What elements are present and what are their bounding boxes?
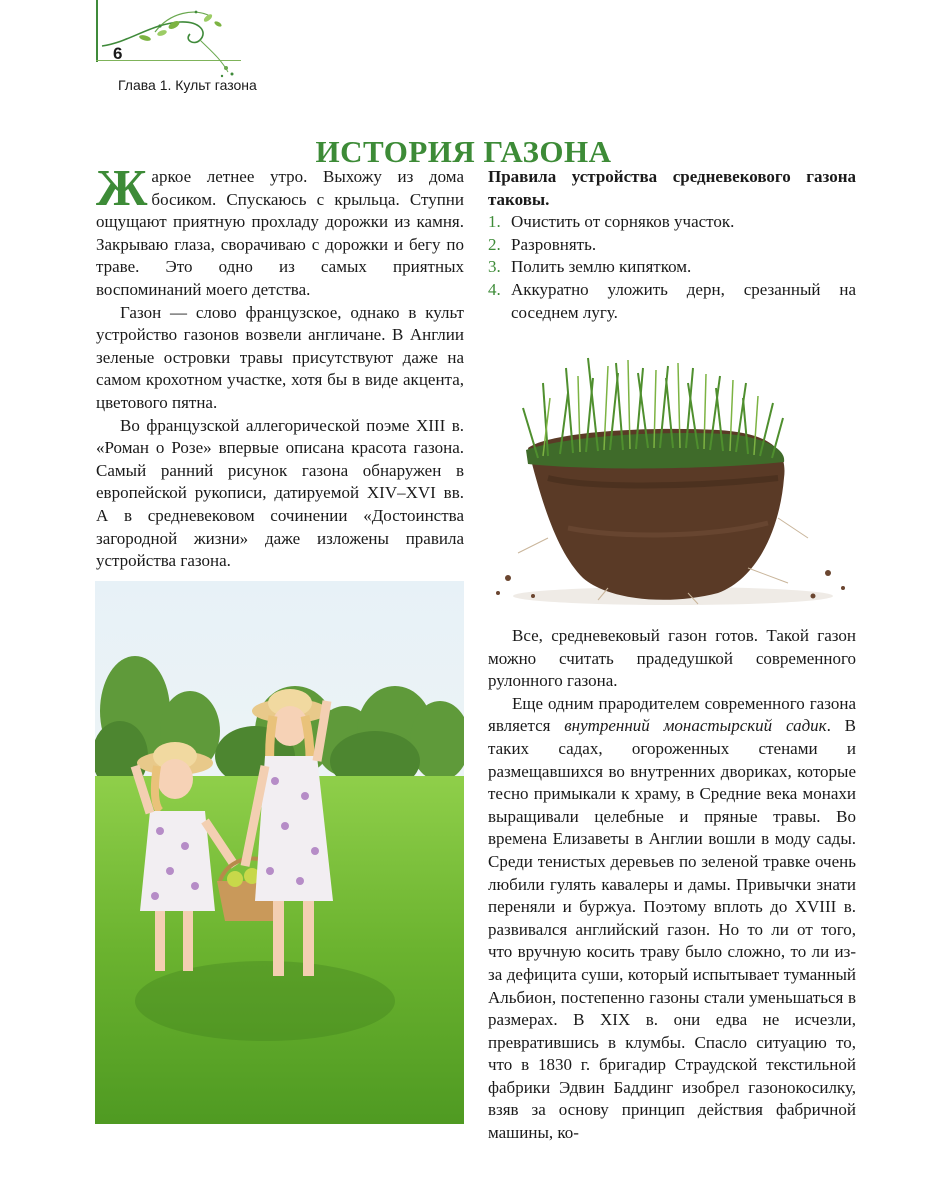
chapter-title: Глава 1. Культ газона [118, 77, 257, 93]
paragraph-intro [96, 160, 464, 302]
paragraph-5 [488, 693, 856, 1145]
paragraph-5-italic: внутренний монастырский садик [564, 716, 827, 736]
turf-clump-photo [488, 338, 858, 608]
list-text: Разровнять. [511, 234, 597, 254]
list-number: 4. [488, 279, 501, 299]
paragraph-5-start: Еще одним прародителем современного газона является [488, 693, 856, 736]
list-item [488, 279, 856, 324]
paragraph-2: Газон — слово французское, однако в культ устройство газонов возвели англичане. В Англии зеленые островки травы присутствуют даже на самом крохотном участке, хотя бы в виде акцента, цветового пятна. [96, 302, 464, 412]
list-item [488, 211, 856, 234]
list-item [488, 256, 856, 279]
page-number: 6 [113, 44, 123, 63]
rules-block [488, 166, 856, 324]
list-text: Полить землю кипятком. [511, 257, 692, 277]
rules-list [488, 211, 856, 324]
paragraph-3: Во французской аллегорической поэме XIII в. «Роман о Розе» впервые описана красота газона. Самый ранний рисунок газона обнаружен в европейской рукописи, датируемой XIV–XVI вв. А в средневековом сочинении «Достоинства загородной жизни» даже изложены правила устройства газона. [96, 415, 464, 571]
drop-cap: Ж [96, 160, 148, 217]
list-text: Аккуратно уложить дерн, срезанный на соседнем лугу. [511, 279, 856, 322]
children-on-lawn-photo [95, 581, 464, 1124]
list-number: 2. [488, 234, 501, 254]
left-column [96, 160, 464, 573]
rules-title: Правила устройства средневекового газона таковы. [488, 167, 856, 209]
right-column-text [488, 625, 856, 1145]
list-text: Очистить от сорняков участок. [511, 212, 735, 232]
paragraph-4: Все, средневековый газон готов. Такой газон можно считать прадедушкой современного рулонного газона. [488, 626, 856, 691]
list-item [488, 234, 856, 257]
list-number: 1. [488, 212, 501, 232]
paragraph-intro-text: аркое летнее утро. Выхожу из дома босиком. Спускаюсь с крыльца. Ступни ощущают приятную прохладу дорожки из камня. Закрываю глаза, сворачиваю с дорожки и бегу по траве. Это одно из самых приятных воспоминаний моего детства. [96, 167, 464, 299]
paragraph-5-rest: . В таких садах, огороженных стенами и размещавшихся во внутренних двориках, которые тесно примыкали к храму, в Средние века монахи выращивали целебные и пряные травы. Во времена Елизаветы в Англии вошли в моду сады. Среди тенистых деревьев по зеленой травке очень любили гулять кавалеры и дамы. Привычки знати переняли и буржуа. Поэтому вплоть до XVIII в. развивался английский газон. Но то ли от того, что вручную косить траву было сложно, то ли из-за дефицита суши, который испытывает туманный Альбион, постепенно газоны стали уменьшаться в размерах. В XIX в. они едва не исчезли, превратившись в клумбы. Спасло ситуацию то, что в 1830 г. бригадир Страудской текстильной фабрики Эдвин Баддинг изобрел газонокосилку, взяв за основу принцип действия фабричной машины, ко- [488, 716, 856, 1143]
floral-ornament-icon [100, 2, 250, 80]
article-title: ИСТОРИЯ ГАЗОНА [315, 133, 612, 169]
list-number: 3. [488, 257, 501, 277]
header-vertical-rule [96, 0, 98, 62]
